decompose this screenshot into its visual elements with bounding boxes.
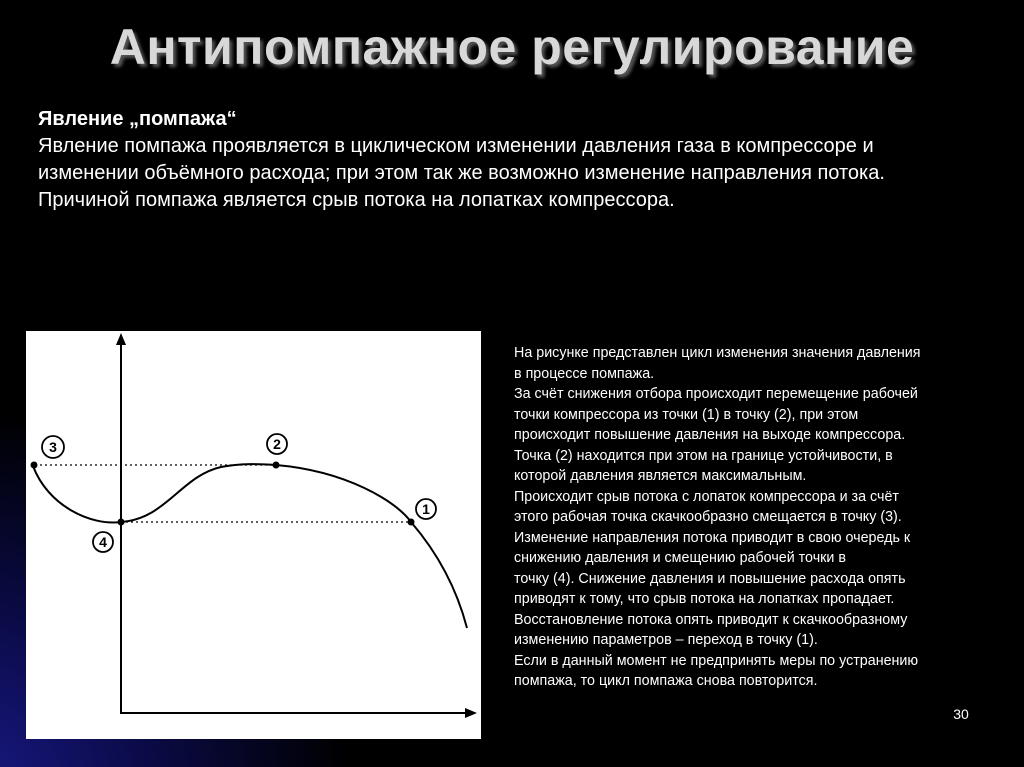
point-2-marker — [273, 462, 280, 469]
description-line: точки компрессора из точки (1) в точку (2), при этом — [514, 406, 859, 423]
intro-body: Явление помпажа проявляется в циклическом изменении давления газа в компрессоре и изменении объёмного расхода; при этом так же возможно изменение направления потока. Причиной помпажа является срыв потока на лопатках компрессора. — [38, 135, 885, 211]
point-label-4-text: 4 — [99, 534, 107, 550]
surge-cycle-figure — [26, 331, 481, 739]
description-line: Изменение направления потока приводит в свою очередь к — [514, 529, 911, 546]
description-line: точку (4). Снижение давления и повышение расхода опять — [514, 570, 906, 587]
description-line: На рисунке представлен цикл изменения значения давления — [514, 345, 921, 361]
intro-block — [38, 106, 898, 214]
point-4-marker — [118, 519, 125, 526]
point-label-3-text: 3 — [49, 439, 57, 455]
point-1-marker — [408, 519, 415, 526]
description-line: изменению параметров – переход в точку (1). — [514, 632, 818, 648]
point-label-1-text: 1 — [422, 501, 430, 517]
point-3-marker — [31, 462, 38, 469]
intro-heading: Явление „помпажа“ — [38, 108, 237, 130]
page-number: 30 — [953, 706, 969, 722]
description-line: Восстановление потока опять приводит к скачкообразному — [514, 611, 908, 628]
point-label-2-text: 2 — [273, 436, 281, 452]
point-label-4 — [93, 532, 113, 552]
surge-cycle-diagram — [26, 331, 481, 739]
description-line: этого рабочая точка скачкообразно смещается в точку (3). — [514, 509, 902, 525]
point-label-2 — [267, 434, 287, 454]
description-line: Происходит срыв потока с лопаток компрессора и за счёт — [514, 488, 899, 505]
description-block — [514, 343, 1009, 692]
y-axis-arrow — [116, 333, 126, 345]
point-label-1 — [416, 499, 436, 519]
x-axis-arrow — [465, 708, 477, 718]
description-line: снижению давления и смещению рабочей точки в — [514, 550, 846, 566]
point-label-3 — [42, 436, 64, 458]
description-line: происходит повышение давления на выходе компрессора. — [514, 427, 906, 443]
description-line: помпажа, то цикл помпажа снова повторится. — [514, 673, 818, 689]
description-line: которой давления является максимальным. — [514, 468, 807, 484]
description-line: За счёт снижения отбора происходит перемещение рабочей — [514, 386, 918, 402]
slide-title: Антипомпажное регулирование — [109, 19, 915, 75]
description-line: Точка (2) находится при этом на границе устойчивости, в — [514, 447, 893, 464]
description-line: в процессе помпажа. — [514, 365, 655, 382]
description-line: Если в данный момент не предпринять меры по устранению — [514, 652, 919, 669]
description-line: приводят к тому, что срыв потока на лопатках пропадает. — [514, 591, 895, 607]
